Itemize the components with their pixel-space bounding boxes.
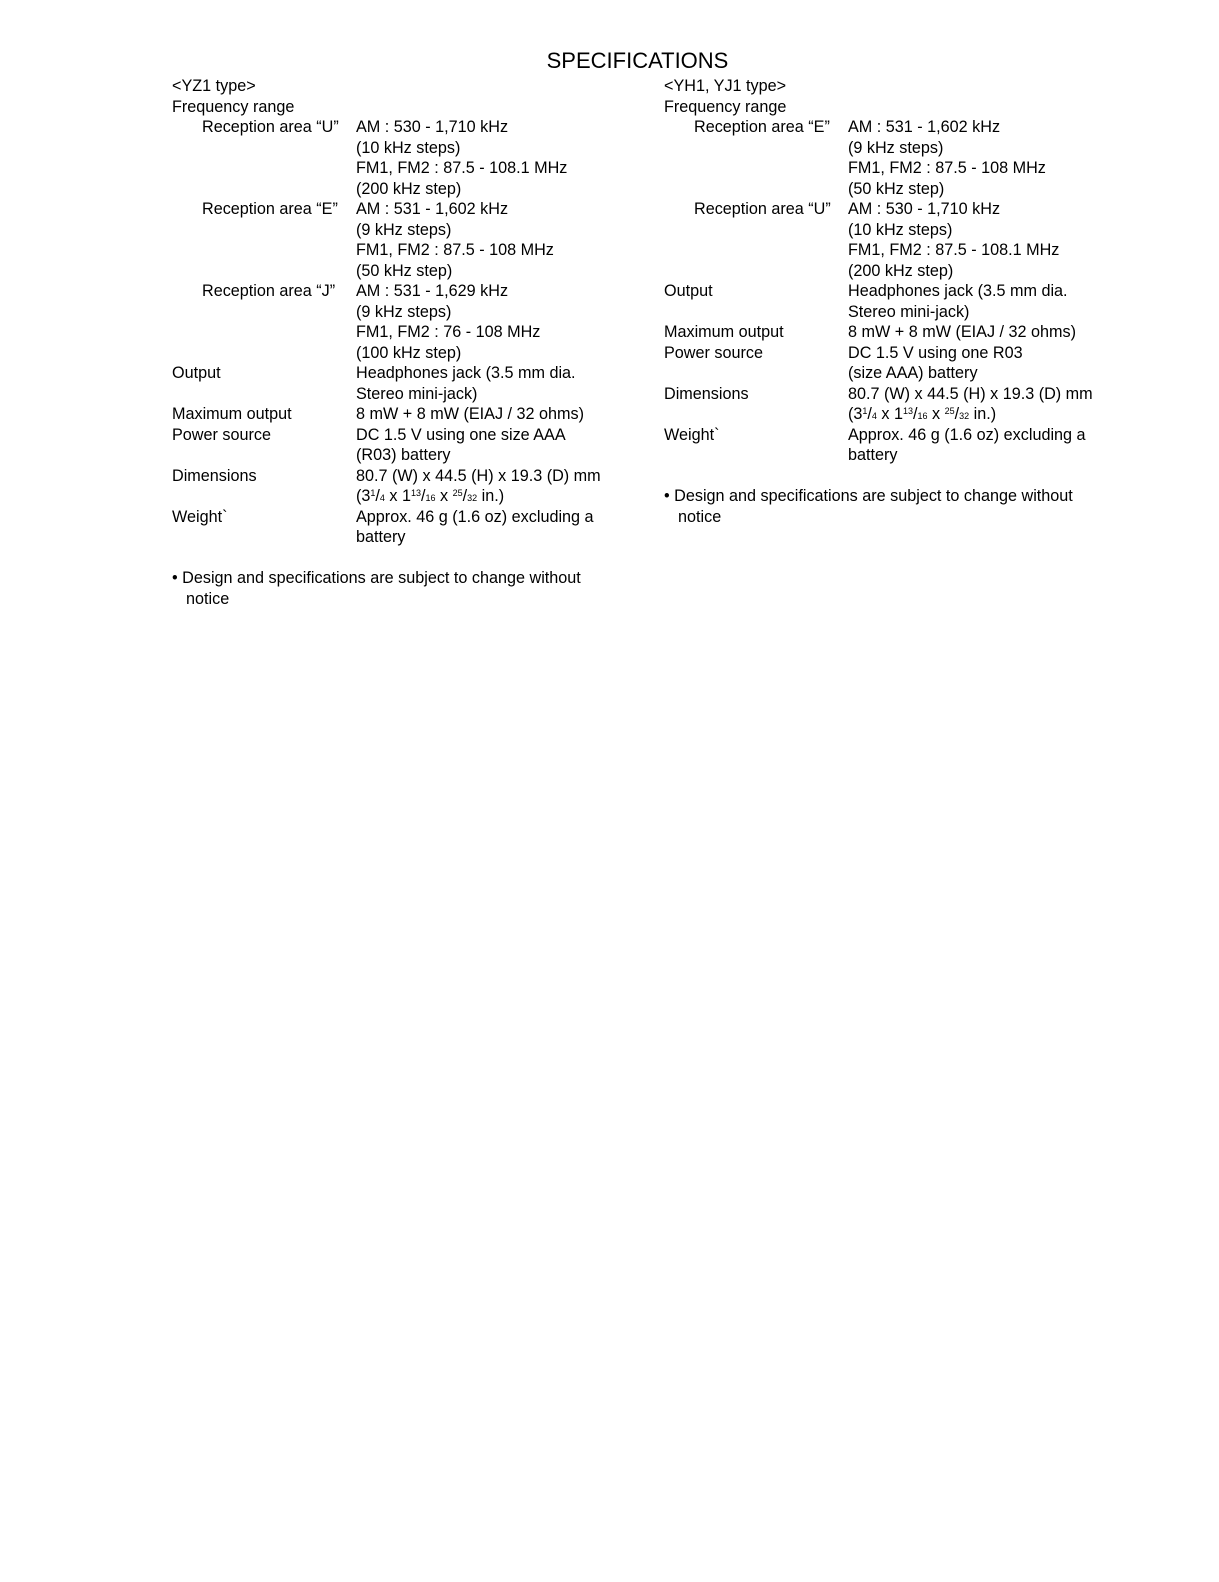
- spec-label: Output: [664, 282, 713, 300]
- spec-value-line: FM1, FM2 : 87.5 - 108 MHz: [848, 159, 1046, 177]
- fraction-slash: /: [913, 405, 918, 423]
- spec-label: Reception area “J”: [202, 282, 336, 300]
- change-notice-continued: notice: [186, 589, 230, 608]
- spec-value: [356, 363, 622, 404]
- spec-column-yz1: [172, 76, 622, 609]
- page-title: SPECIFICATIONS: [546, 48, 729, 73]
- spec-value-line: AM : 531 - 1,629 kHz: [356, 282, 509, 300]
- spec-value-line: FM1, FM2 : 87.5 - 108 MHz: [356, 241, 554, 259]
- fraction-denominator: 16: [425, 493, 436, 503]
- change-notice: • Design and specifications are subject to change without: [664, 487, 1073, 505]
- fraction-numerator: 1: [862, 406, 868, 416]
- spec-value-line: Stereo mini-jack): [848, 302, 970, 321]
- spec-label: Dimensions: [664, 384, 749, 403]
- fraction-denominator: 4: [871, 411, 877, 421]
- spec-value: [356, 507, 622, 548]
- spec-value-line: (200 kHz step): [356, 179, 462, 198]
- spec-value-line: Approx. 46 g (1.6 oz) excluding a: [356, 507, 594, 526]
- spec-label: Output: [172, 364, 221, 382]
- spec-value-line: (9 kHz steps): [848, 138, 944, 157]
- spec-value: [848, 384, 1114, 425]
- frequency-range-label: Frequency range: [664, 97, 787, 116]
- spec-value: [848, 322, 1114, 343]
- spec-value-line: (10 kHz steps): [356, 138, 461, 157]
- fraction-numerator: 13: [903, 406, 914, 416]
- spec-value: [356, 425, 622, 466]
- spec-value-line: (100 kHz step): [356, 343, 462, 362]
- spec-value-line: (9 kHz steps): [356, 220, 452, 239]
- fraction-slash: /: [375, 487, 380, 505]
- spec-value-line: (9 kHz steps): [356, 302, 452, 321]
- fraction-slash: /: [421, 487, 426, 505]
- spec-value-line: AM : 531 - 1,602 kHz: [356, 200, 509, 218]
- spec-value-line: AM : 531 - 1,602 kHz: [848, 118, 1001, 136]
- spec-value: [356, 404, 622, 425]
- reception-area-u: [172, 117, 622, 199]
- spec-value-line: (200 kHz step): [848, 261, 954, 280]
- fraction-numerator: 1: [370, 488, 376, 498]
- spec-value: [356, 466, 622, 507]
- fraction-denominator: 4: [379, 493, 385, 503]
- dimensions-inches: [356, 486, 622, 507]
- spec-value: [848, 281, 1114, 322]
- spec-value-line: (50 kHz step): [356, 261, 453, 280]
- spec-power-source: [664, 343, 1114, 384]
- spec-value-line: (10 kHz steps): [848, 220, 953, 239]
- fraction-part: in.): [477, 487, 505, 505]
- spec-label: Reception area “E”: [694, 118, 830, 136]
- fraction-numerator: 13: [411, 488, 422, 498]
- spec-maximum-output: [664, 322, 1114, 343]
- fraction-denominator: 32: [959, 411, 970, 421]
- fraction-part: x: [927, 405, 945, 423]
- spec-output: [172, 363, 622, 404]
- fraction-part: in.): [969, 405, 997, 423]
- spec-value-line: Stereo mini-jack): [356, 384, 478, 403]
- fraction-slash: /: [462, 487, 468, 505]
- spec-value-line: Approx. 46 g (1.6 oz) excluding a: [848, 425, 1086, 444]
- spec-label: Reception area “U”: [202, 118, 339, 136]
- spec-value-line: AM : 530 - 1,710 kHz: [848, 200, 1001, 218]
- spec-value-line: FM1, FM2 : 87.5 - 108.1 MHz: [356, 159, 568, 177]
- spec-value-line: battery: [356, 528, 406, 546]
- spec-value: [848, 425, 1114, 466]
- spec-dimensions: [664, 384, 1114, 425]
- spec-value: [848, 199, 1114, 281]
- spec-value-line: battery: [848, 446, 898, 464]
- type-heading: <YH1, YJ1 type>: [664, 77, 787, 95]
- spec-value-line: AM : 530 - 1,710 kHz: [356, 118, 509, 136]
- spec-label: Reception area “U”: [694, 200, 831, 218]
- spec-label: Power source: [172, 425, 271, 444]
- spec-label: Maximum output: [172, 405, 292, 423]
- fraction-slash: /: [867, 405, 872, 423]
- spec-value: [848, 343, 1114, 384]
- spec-value-line: 80.7 (W) x 44.5 (H) x 19.3 (D) mm: [356, 466, 601, 485]
- spec-value-line: Headphones jack (3.5 mm dia.: [848, 282, 1068, 300]
- spec-value-line: DC 1.5 V using one R03: [848, 343, 1023, 362]
- spec-label: Maximum output: [664, 323, 784, 341]
- spec-weight: [664, 425, 1114, 466]
- spec-value-line: (R03) battery: [356, 446, 451, 464]
- spec-value-line: Headphones jack (3.5 mm dia.: [356, 364, 576, 382]
- fraction-part: (3: [356, 487, 371, 505]
- spec-weight: [172, 507, 622, 548]
- fraction-part: x 1: [384, 487, 412, 505]
- spec-value-line: 80.7 (W) x 44.5 (H) x 19.3 (D) mm: [848, 384, 1093, 403]
- fraction-part: x 1: [876, 405, 904, 423]
- spec-label: Dimensions: [172, 466, 257, 485]
- spec-value-line: DC 1.5 V using one size AAA: [356, 425, 566, 444]
- fraction-slash: /: [954, 405, 960, 423]
- reception-area-e: [664, 117, 1114, 199]
- spec-value-line: FM1, FM2 : 87.5 - 108.1 MHz: [848, 241, 1060, 259]
- spec-value-line: 8 mW + 8 mW (EIAJ / 32 ohms): [356, 405, 585, 423]
- spec-label: Weight`: [664, 425, 720, 444]
- fraction-denominator: 32: [467, 493, 478, 503]
- spec-value: [356, 199, 622, 281]
- spec-output: [664, 281, 1114, 322]
- reception-area-u: [664, 199, 1114, 281]
- spec-value-line: FM1, FM2 : 76 - 108 MHz: [356, 323, 541, 341]
- spec-value: [356, 281, 622, 363]
- spec-label: Power source: [664, 343, 763, 362]
- change-notice-continued: notice: [678, 507, 722, 526]
- spec-power-source: [172, 425, 622, 466]
- spec-label: Reception area “E”: [202, 200, 338, 218]
- dimensions-inches: [848, 404, 1114, 425]
- type-heading: <YZ1 type>: [172, 77, 256, 95]
- change-notice: • Design and specifications are subject to change without: [172, 569, 581, 587]
- spec-column-yh1-yj1: [664, 76, 1114, 527]
- fraction-denominator: 16: [917, 411, 928, 421]
- fraction-numerator: 25: [452, 488, 463, 498]
- spec-value: [356, 117, 622, 199]
- reception-area-e: [172, 199, 622, 281]
- spec-value-line: (size AAA) battery: [848, 364, 978, 382]
- spec-maximum-output: [172, 404, 622, 425]
- spec-dimensions: [172, 466, 622, 507]
- frequency-range-label: Frequency range: [172, 97, 295, 116]
- fraction-part: x: [435, 487, 453, 505]
- spec-value-line: (50 kHz step): [848, 179, 945, 198]
- spec-value: [848, 117, 1114, 199]
- spec-label: Weight`: [172, 507, 228, 526]
- reception-area-j: [172, 281, 622, 363]
- fraction-part: (3: [848, 405, 863, 423]
- fraction-numerator: 25: [944, 406, 955, 416]
- spec-value-line: 8 mW + 8 mW (EIAJ / 32 ohms): [848, 323, 1077, 341]
